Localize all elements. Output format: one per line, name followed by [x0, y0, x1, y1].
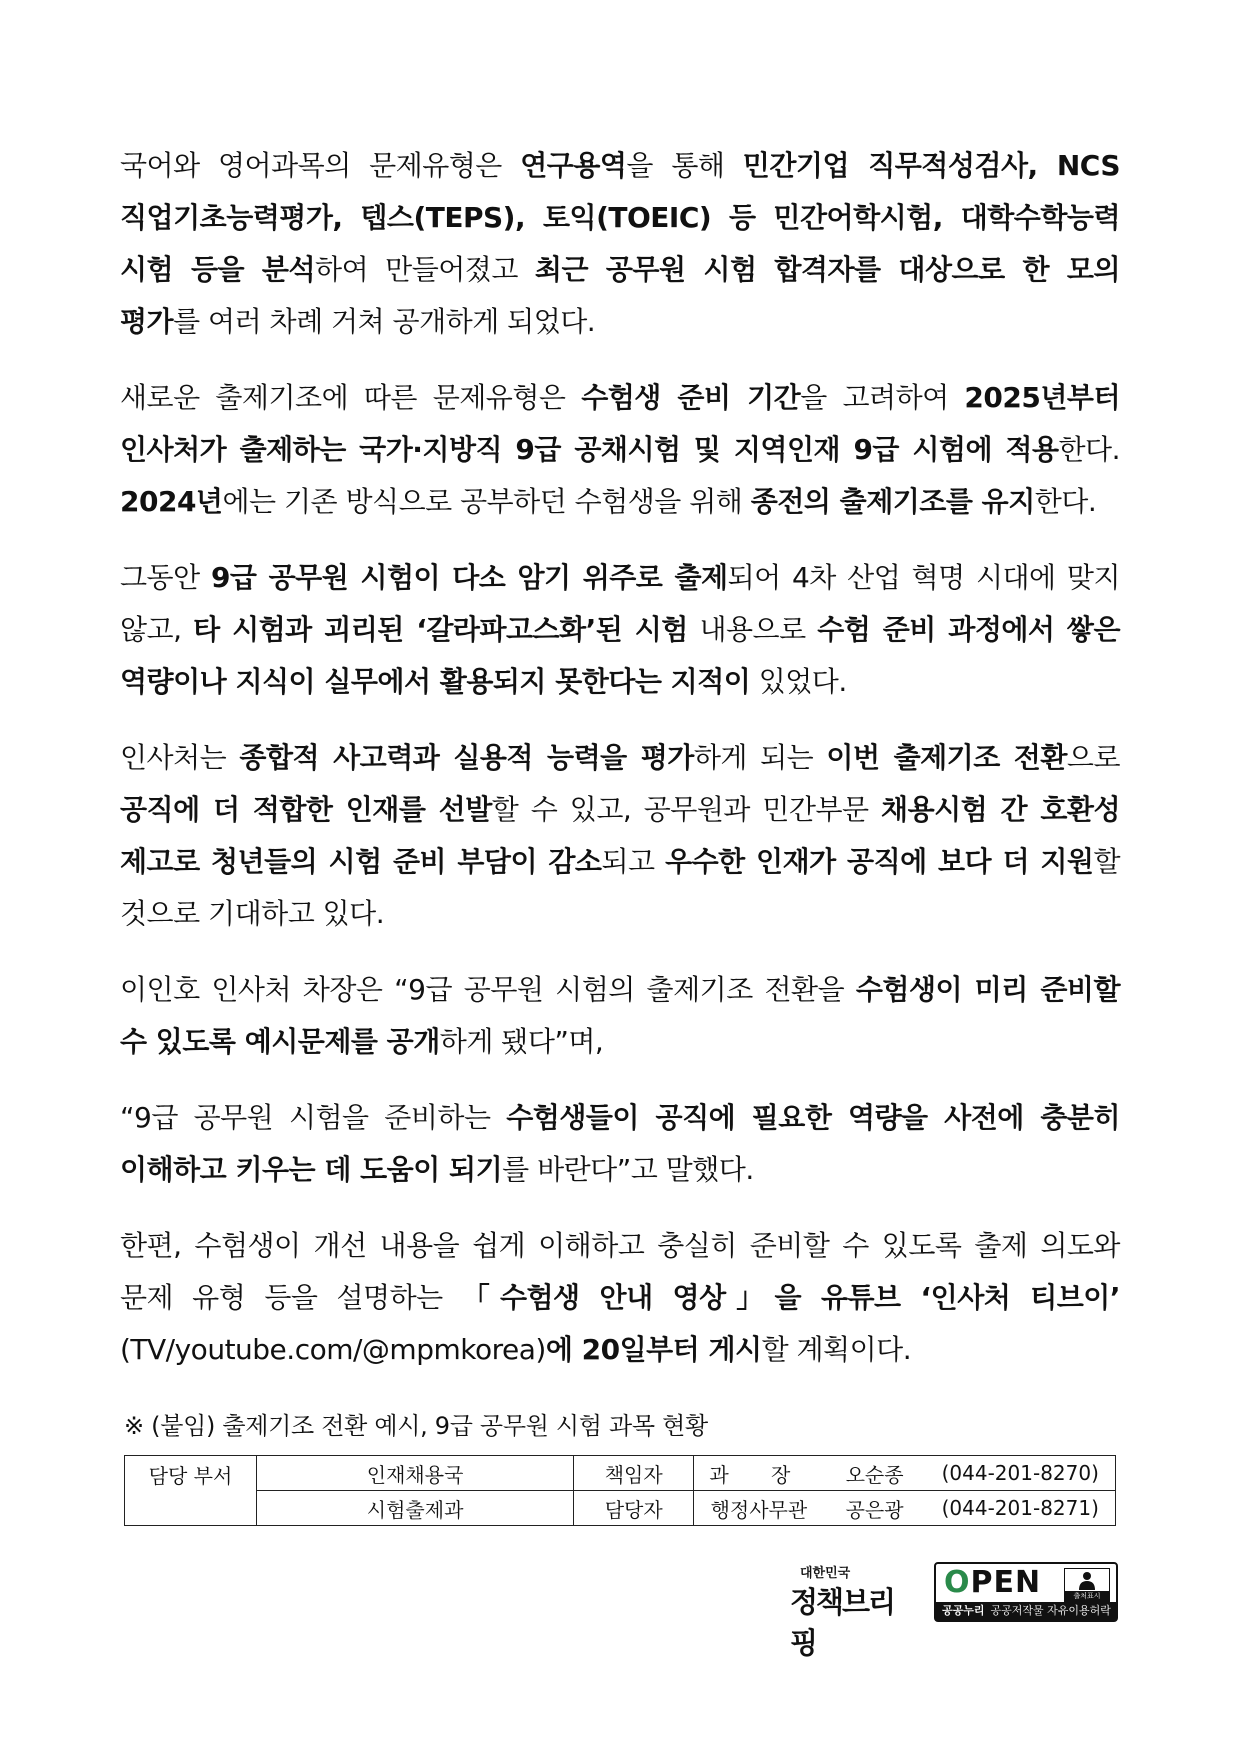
name-2: 공은광 — [824, 1491, 926, 1526]
dept-label: 담당 부서 — [125, 1456, 257, 1526]
phone-1: (044-201-8270) — [926, 1456, 1116, 1491]
text-run: 할 계획이다. — [761, 1333, 912, 1366]
bureau: 인재채용국 — [256, 1456, 573, 1491]
role-responsible: 책임자 — [574, 1456, 694, 1491]
text-run: 할 수 있고, 공무원과 민간부문 — [491, 793, 882, 826]
attachment-note: ※ (붙임) 출제기조 전환 예시, 9급 공무원 시험 과목 현황 — [124, 1412, 708, 1440]
kogl-open-logo — [934, 1562, 1118, 1622]
text-run: 할 것으로 기대하고 있다. — [120, 845, 1120, 930]
bold-run: 최근 공무원 시험 합격자를 대상으로 한 모의 평가 — [120, 253, 1120, 338]
text-run: 하게 되는 — [693, 741, 827, 774]
strip-text: 공공저작물 자유이용허락 — [990, 1604, 1111, 1617]
contact-row — [125, 1491, 1116, 1526]
attribution-badge — [1064, 1568, 1110, 1602]
paragraph — [120, 964, 1120, 1068]
bold-run: 수험생 준비 기간 — [581, 381, 801, 414]
text-run: 내용으로 — [687, 613, 818, 646]
paragraph — [120, 1220, 1120, 1376]
text-run: 한다. — [1058, 433, 1120, 466]
bold-run: 에 20일부터 게시 — [545, 1333, 762, 1366]
bold-run: 공직에 더 적합한 인재를 선발 — [120, 793, 492, 826]
bold-run: 9급 공무원 시험이 다소 암기 위주로 출제 — [210, 561, 728, 594]
bold-run: 연구용역 — [520, 149, 627, 182]
paragraph — [120, 732, 1120, 940]
contact-row — [125, 1456, 1116, 1491]
title-2: 행정사무관 — [694, 1491, 824, 1526]
strip-bold: 공공누리 — [942, 1604, 985, 1617]
name-1: 오순종 — [824, 1456, 926, 1491]
person-icon — [1078, 1571, 1096, 1591]
text-run: “9급 공무원 시험을 준비하는 — [120, 1101, 507, 1134]
bold-run: 우수한 인재가 공직에 보다 더 지원 — [665, 845, 1094, 878]
text-run: 되고 — [601, 845, 666, 878]
text-run: 에는 기존 방식으로 공부하던 수험생을 위해 — [222, 485, 751, 518]
bold-run: 종전의 출제기조를 유지 — [750, 485, 1035, 518]
kogl-strip — [936, 1602, 1116, 1620]
text-run: 국어와 영어과목의 문제유형은 — [120, 149, 521, 182]
division: 시험출제과 — [256, 1491, 573, 1526]
bold-run: 수험 준비 과정에서 쌓은 역량이나 지식이 실무에서 활용되지 못한다는 지적이 — [120, 613, 1120, 698]
text-run: 되어 4차 산업 혁명 시대에 맞지 않고, — [120, 561, 1120, 646]
text-run: 를 여러 차례 거쳐 공개하게 되었다. — [173, 305, 596, 338]
bold-run: 2024년 — [120, 485, 223, 518]
text-run: 있었다. — [750, 665, 847, 698]
phone-2: (044-201-8271) — [926, 1491, 1116, 1526]
policy-briefing-logo — [790, 1560, 920, 1660]
text-run: 이인호 인사처 차장은 “9급 공무원 시험의 출제기조 전환을 — [120, 973, 856, 1006]
bold-run: 타 시험과 괴리된 ‘갈라파고스화’된 시험 — [193, 613, 688, 646]
brief-big-text-1: 정책 — [790, 1585, 843, 1619]
bold-run: 민간기업 직무적성검사, NCS 직업기초능력평가, 텝스(TEPS), 토익(TOEIC) 등 민간어학시험, 대학수학능력 시험 등을 분석 — [120, 149, 1120, 286]
text-run: 으로 — [1066, 741, 1121, 774]
text-run: 한편, 수험생이 개선 내용을 쉽게 이해하고 충실히 준비할 수 있도록 출제 의도와 문제 유형 등을 설명하는 — [120, 1229, 1120, 1314]
bold-run: 「수험생 안내 영상」을 유튜브 ‘인사처 티브이’ — [461, 1281, 1120, 1314]
paragraph — [120, 372, 1120, 528]
text-run: 인사처는 — [120, 741, 240, 774]
text-run: 그동안 — [120, 561, 211, 594]
contact-table — [124, 1455, 1116, 1526]
text-run: 을 고려하여 — [800, 381, 965, 414]
text-run: 하여 만들어졌고 — [315, 253, 535, 286]
text-run: 을 통해 — [626, 149, 743, 182]
text-run: 새로운 출제기조에 따른 문제유형은 — [120, 381, 582, 414]
title-1: 과 장 — [694, 1456, 824, 1491]
bold-run: 수험생들이 공직에 필요한 역량을 사전에 충분히 이해하고 키우는 데 도움이 되기 — [120, 1101, 1121, 1186]
open-rest: PEN — [970, 1565, 1042, 1600]
bold-run: 이번 출제기조 전환 — [826, 741, 1067, 774]
text-run: (TV/youtube.com/@mpmkorea) — [120, 1333, 546, 1366]
bold-run: 채용시험 간 호환성 제고로 청년들의 시험 준비 부담이 감소 — [120, 793, 1120, 878]
bold-run: 수험생이 미리 준비할 수 있도록 예시문제를 공개 — [120, 973, 1120, 1058]
paragraph — [120, 552, 1120, 708]
badge-label: 출처표시 — [1065, 1591, 1109, 1601]
paragraph — [120, 1092, 1120, 1196]
brief-big-text-2: 브리핑 — [790, 1585, 895, 1660]
brief-small-text: 대한민국 — [800, 1566, 851, 1581]
role-staff: 담당자 — [574, 1491, 694, 1526]
footer-logos — [790, 1560, 1120, 1660]
bold-run: 종합적 사고력과 실용적 능력을 평가 — [239, 741, 694, 774]
document-body — [120, 140, 1120, 1400]
text-run: 를 바란다”고 말했다. — [502, 1153, 754, 1186]
paragraph — [120, 140, 1120, 348]
bold-run: 2025년부터 인사처가 출제하는 국가·지방직 9급 공채시험 및 지역인재 9급 시험에 적용 — [120, 381, 1120, 466]
open-o: O — [944, 1565, 971, 1600]
text-run: 하게 됐다”며, — [439, 1025, 604, 1058]
text-run: 한다. — [1034, 485, 1097, 518]
